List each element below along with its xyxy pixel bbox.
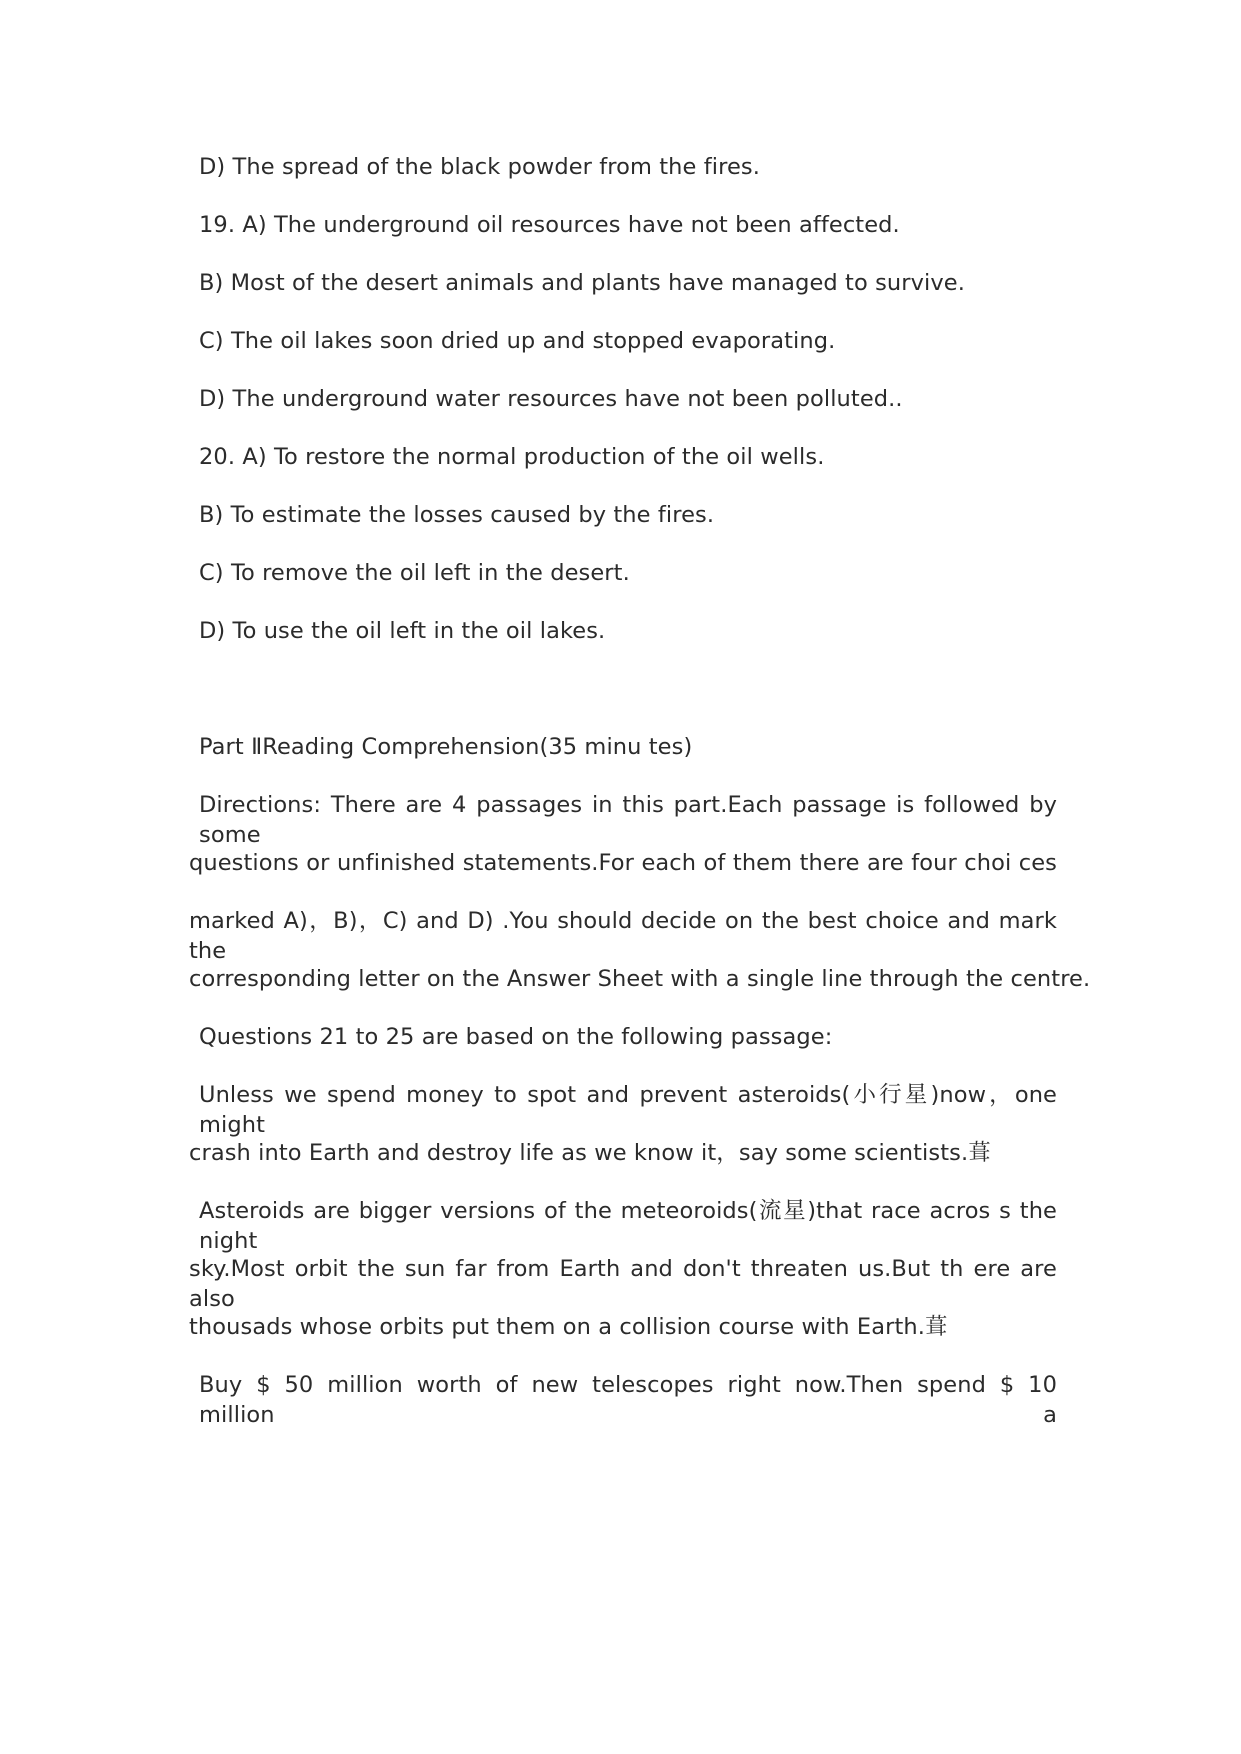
passage-line-4: sky.Most orbit the sun far from Earth and don't threaten us.But th ere are also (189, 1256, 1057, 1312)
q19-option-c: C) The oil lakes soon dried up and stopped evaporating. (199, 328, 836, 354)
passage-line-6: Buy $ 50 million worth of new telescopes right now.Then spend $ 10 million a (199, 1372, 1057, 1428)
q19-option-d: D) The underground water resources have not been polluted.. (199, 386, 903, 412)
part-heading: Part ⅡReading Comprehension(35 minu tes) (199, 734, 693, 760)
directions-line-2: questions or unfinished statements.For each of them there are four choi ces (189, 850, 1057, 876)
passage-line-1: Unless we spend money to spot and prevent asteroids(小行星)now，one might (199, 1082, 1057, 1138)
passage-line-5: thousads whose orbits put them on a collision course with Earth.葺 (189, 1314, 948, 1340)
directions-line-1: Directions: There are 4 passages in this part.Each passage is followed by some (199, 792, 1057, 848)
passage-line-3: Asteroids are bigger versions of the meteoroids(流星)that race acros s the night (199, 1198, 1057, 1254)
questions-intro: Questions 21 to 25 are based on the following passage: (199, 1024, 833, 1050)
directions-line-3: marked A)，B)，C) and D) .You should decide on the best choice and mark the (189, 908, 1057, 964)
q18-option-d: D) The spread of the black powder from the fires. (199, 154, 760, 180)
q19-option-a: 19. A) The underground oil resources have not been affected. (199, 212, 900, 238)
q19-option-b: B) Most of the desert animals and plants have managed to survive. (199, 270, 965, 296)
q20-option-a: 20. A) To restore the normal production of the oil wells. (199, 444, 825, 470)
q20-option-c: C) To remove the oil left in the desert. (199, 560, 630, 586)
passage-line-2: crash into Earth and destroy life as we know it，say some scientists.葺 (189, 1140, 991, 1166)
q20-option-d: D) To use the oil left in the oil lakes. (199, 618, 606, 644)
directions-line-4: corresponding letter on the Answer Sheet with a single line through the centre. (189, 966, 1091, 992)
q20-option-b: B) To estimate the losses caused by the fires. (199, 502, 715, 528)
